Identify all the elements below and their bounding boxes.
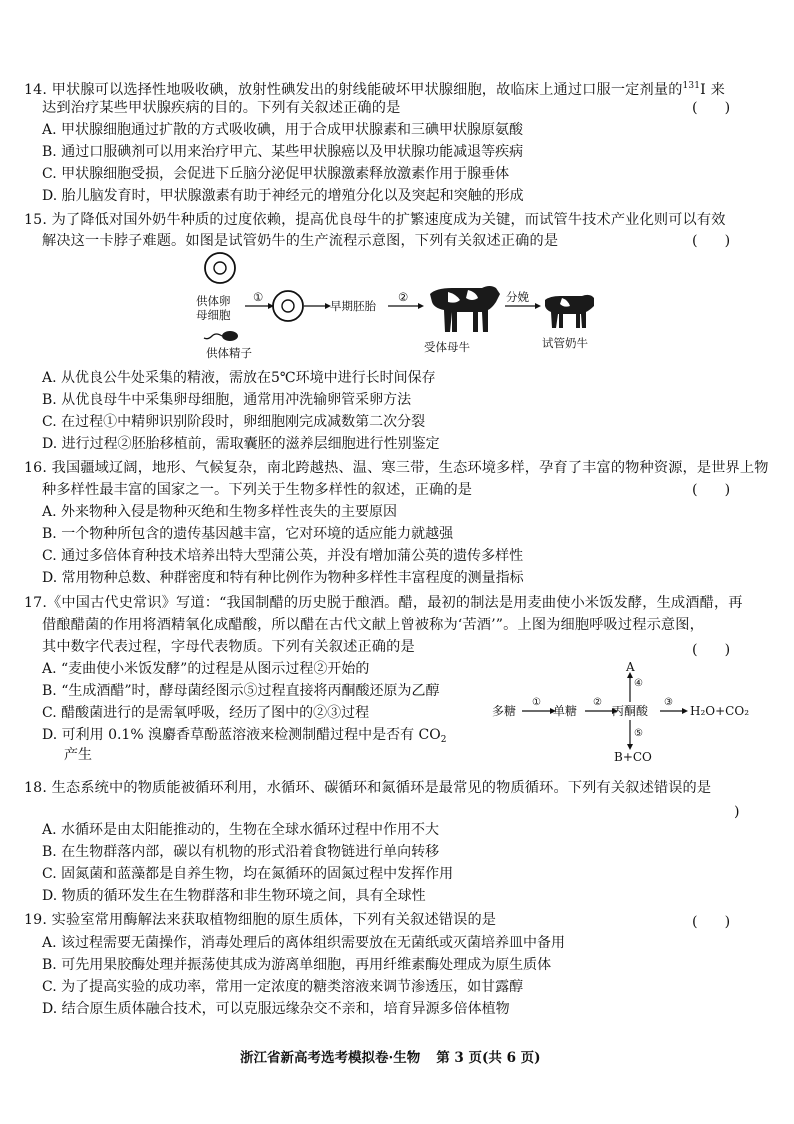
q17-stem-line1: 17.《中国古代史常识》写道：“我国制醋的历史脱于酿酒。醋，最初的制法是用麦曲使小米饭发酵，生成酒醋，再 bbox=[24, 595, 743, 611]
q15-option-a: A. 从优良公牛处采集的精液，需放在5℃环境中进行长时间保存 bbox=[42, 370, 436, 386]
label-substance-a: A bbox=[626, 660, 635, 674]
q15-option-d: D. 进行过程②胚胎移植前，需取囊胚的滋养层细胞进行性别鉴定 bbox=[42, 436, 440, 452]
q17-option-a: A. “麦曲使小米饭发酵”的过程是从图示过程②开始的 bbox=[42, 661, 370, 677]
label-monosaccharide: 单糖 bbox=[553, 704, 578, 718]
q19-stem-line1: 19. 实验室常用酶解法来获取植物细胞的原生质体，下列有关叙述错误的是 bbox=[24, 912, 497, 928]
q19-option-a: A. 该过程需要无菌操作，消毒处理后的离体组织需要放在无菌纸或灭菌培养皿中备用 bbox=[42, 935, 566, 951]
recipient-cow-icon bbox=[430, 286, 500, 332]
label-step-3: ③ bbox=[664, 697, 673, 708]
q17-stem-line2: 借酿醋菌的作用将酒精氧化成醋酸，所以醋在古代文献上曾被称为‘苦酒’”。上图为细胞呼吸过程示意图， bbox=[42, 617, 704, 633]
q16-option-a: A. 外来物种入侵是物种灭绝和生物多样性丧失的主要原因 bbox=[42, 504, 398, 520]
label-donor-sperm: 供体精子 bbox=[206, 346, 252, 360]
q16-answer-bracket: ( ) bbox=[692, 482, 731, 498]
donor-egg-icon bbox=[205, 253, 235, 283]
page-footer bbox=[240, 1046, 541, 1066]
label-pyruvate: 丙酮酸 bbox=[612, 704, 649, 718]
q14-stem-line1: 14. 甲状腺可以选择性地吸收碘，放射性碘发出的射线能破坏甲状腺细胞，故临床上通过口服一定剂量的$^{131}$I 来 bbox=[24, 81, 725, 98]
test-tube-calf-icon bbox=[545, 295, 594, 328]
q17-option-d-line2: 产生 bbox=[64, 747, 92, 763]
q15-option-b: B. 从优良母牛中采集卵母细胞，通常用冲洗输卵管采卵方法 bbox=[42, 392, 412, 408]
q19-option-c: C. 为了提高实验的成功率，常用一定浓度的糖类溶液来调节渗透压，如甘露醇 bbox=[42, 979, 524, 995]
co2-subscript: 2 bbox=[440, 735, 447, 745]
label-polysaccharide: 多糖 bbox=[492, 704, 517, 718]
label-donor-egg-2: 母细胞 bbox=[196, 308, 231, 322]
q18-option-b: B. 在生物群落内部，碳以有机物的形式沿着食物链进行单向转移 bbox=[42, 844, 440, 860]
label-step-2: ② bbox=[593, 697, 602, 708]
label-substance-b-co2: B+CO bbox=[614, 750, 652, 764]
q17-option-b: B. “生成酒醋”时，酵母菌经图示⑤过程直接将丙酮酸还原为乙醇 bbox=[42, 683, 440, 699]
q15-option-c: C. 在过程①中精卵识别阶段时，卵细胞刚完成减数第二次分裂 bbox=[42, 414, 426, 430]
q15-stem-line1: 15. 为了降低对国外奶牛种质的过度依赖，提高优良母牛的扩繁速度成为关键，而试管牛技术产业化则可以有效 bbox=[24, 212, 726, 228]
q19-option-b: B. 可先用果胶酶处理并振荡使其成为游离单细胞，再用纤维素酶处理成为原生质体 bbox=[42, 957, 552, 973]
q17-stem-line3: 其中数字代表过程，字母代表物质。下列有关叙述正确的是 bbox=[42, 639, 415, 655]
label-recipient-cow: 受体母牛 bbox=[424, 340, 470, 354]
q14-option-d: D. 胎儿脑发育时，甲状腺激素有助于神经元的增殖分化以及突起和突触的形成 bbox=[42, 188, 524, 204]
q14-option-b: B. 通过口服碘剂可以用来治疗甲亢、某些甲状腺癌以及甲状腺功能减退等疾病 bbox=[42, 144, 524, 160]
label-step-1: ① bbox=[532, 697, 541, 708]
q14-stem-line2: 达到治疗某些甲状腺疾病的目的。下列有关叙述正确的是 bbox=[42, 100, 401, 116]
q19-option-d: D. 结合原生质体融合技术，可以克服远缘杂交不亲和，培育异源多倍体植物 bbox=[42, 1001, 510, 1017]
q15-stem-line2: 解决这一卡脖子难题。如图是试管奶牛的生产流程示意图，下列有关叙述正确的是 bbox=[42, 233, 559, 249]
q18-option-c: C. 固氮菌和蓝藻都是自养生物，均在氮循环的固氮过程中发挥作用 bbox=[42, 866, 454, 882]
label-donor-egg-1: 供体卵 bbox=[196, 294, 231, 308]
label-delivery: 分娩 bbox=[506, 290, 529, 304]
q17-option-c: C. 醋酸菌进行的是需氧呼吸，经历了图中的②③过程 bbox=[42, 705, 370, 721]
donor-sperm-icon bbox=[204, 331, 238, 341]
label-step-4: ④ bbox=[634, 678, 643, 689]
q19-answer-bracket: ( ) bbox=[692, 914, 731, 930]
label-test-tube-calf: 试管奶牛 bbox=[542, 336, 588, 350]
fertilized-egg-icon bbox=[273, 291, 303, 321]
q15-answer-bracket: ( ) bbox=[692, 233, 731, 249]
q14-answer-bracket: ( ) bbox=[692, 100, 731, 116]
q17-answer-bracket: ( ) bbox=[692, 642, 731, 658]
q18-stem-line1: 18. 生态系统中的物质能被循环利用，水循环、碳循环和氮循环是最常见的物质循环。下列有关叙述错误的是 bbox=[24, 780, 712, 796]
exam-title: 浙江省新高考选考模拟卷·生物 bbox=[240, 1050, 421, 1066]
q16-option-b: B. 一个物种所包含的遗传基因越丰富，它对环境的适应能力就越强 bbox=[42, 526, 454, 542]
label-water-co2: H₂O+CO₂ bbox=[690, 704, 749, 718]
iodine-isotope-superscript: 131 bbox=[682, 81, 701, 91]
label-step-5: ⑤ bbox=[634, 728, 643, 739]
label-process-1: ① bbox=[253, 290, 264, 304]
q16-option-c: C. 通过多倍体育种技术培养出特大型蒲公英，并没有增加蒲公英的遗传多样性 bbox=[42, 548, 524, 564]
q17-option-d-line1: D. 可利用 0.1% 溴麝香草酚蓝溶液来检测制醋过程中是否有 $CO_2$ bbox=[42, 727, 447, 745]
q18-option-a: A. 水循环是由太阳能推动的，生物在全球水循环过程中作用不大 bbox=[42, 822, 440, 838]
label-process-2: ② bbox=[398, 290, 409, 304]
q14-option-c: C. 甲状腺细胞受损，会促进下丘脑分泌促甲状腺激素释放激素作用于腺垂体 bbox=[42, 166, 510, 182]
q16-stem-line1: 16. 我国疆域辽阔，地形、气候复杂，南北跨越热、温、寒三带，生态环境多样，孕育了丰富的物种资源，是世界上物 bbox=[24, 460, 769, 476]
label-early-embryo: 早期胚胎 bbox=[330, 299, 376, 313]
q18-option-d: D. 物质的循环发生在生物群落和非生物环境之间，具有全球性 bbox=[42, 888, 426, 904]
page-number: 第 3 页(共 6 页) bbox=[436, 1050, 541, 1066]
q18-answer-bracket: ) bbox=[734, 804, 740, 820]
q16-option-d: D. 常用物种总数、种群密度和特有种比例作为物种多样性丰富程度的测量指标 bbox=[42, 570, 524, 586]
q16-stem-line2: 种多样性最丰富的国家之一。下列关于生物多样性的叙述，正确的是 bbox=[42, 482, 473, 498]
q14-option-a: A. 甲状腺细胞通过扩散的方式吸收碘，用于合成甲状腺素和三碘甲状腺原氨酸 bbox=[42, 122, 524, 138]
